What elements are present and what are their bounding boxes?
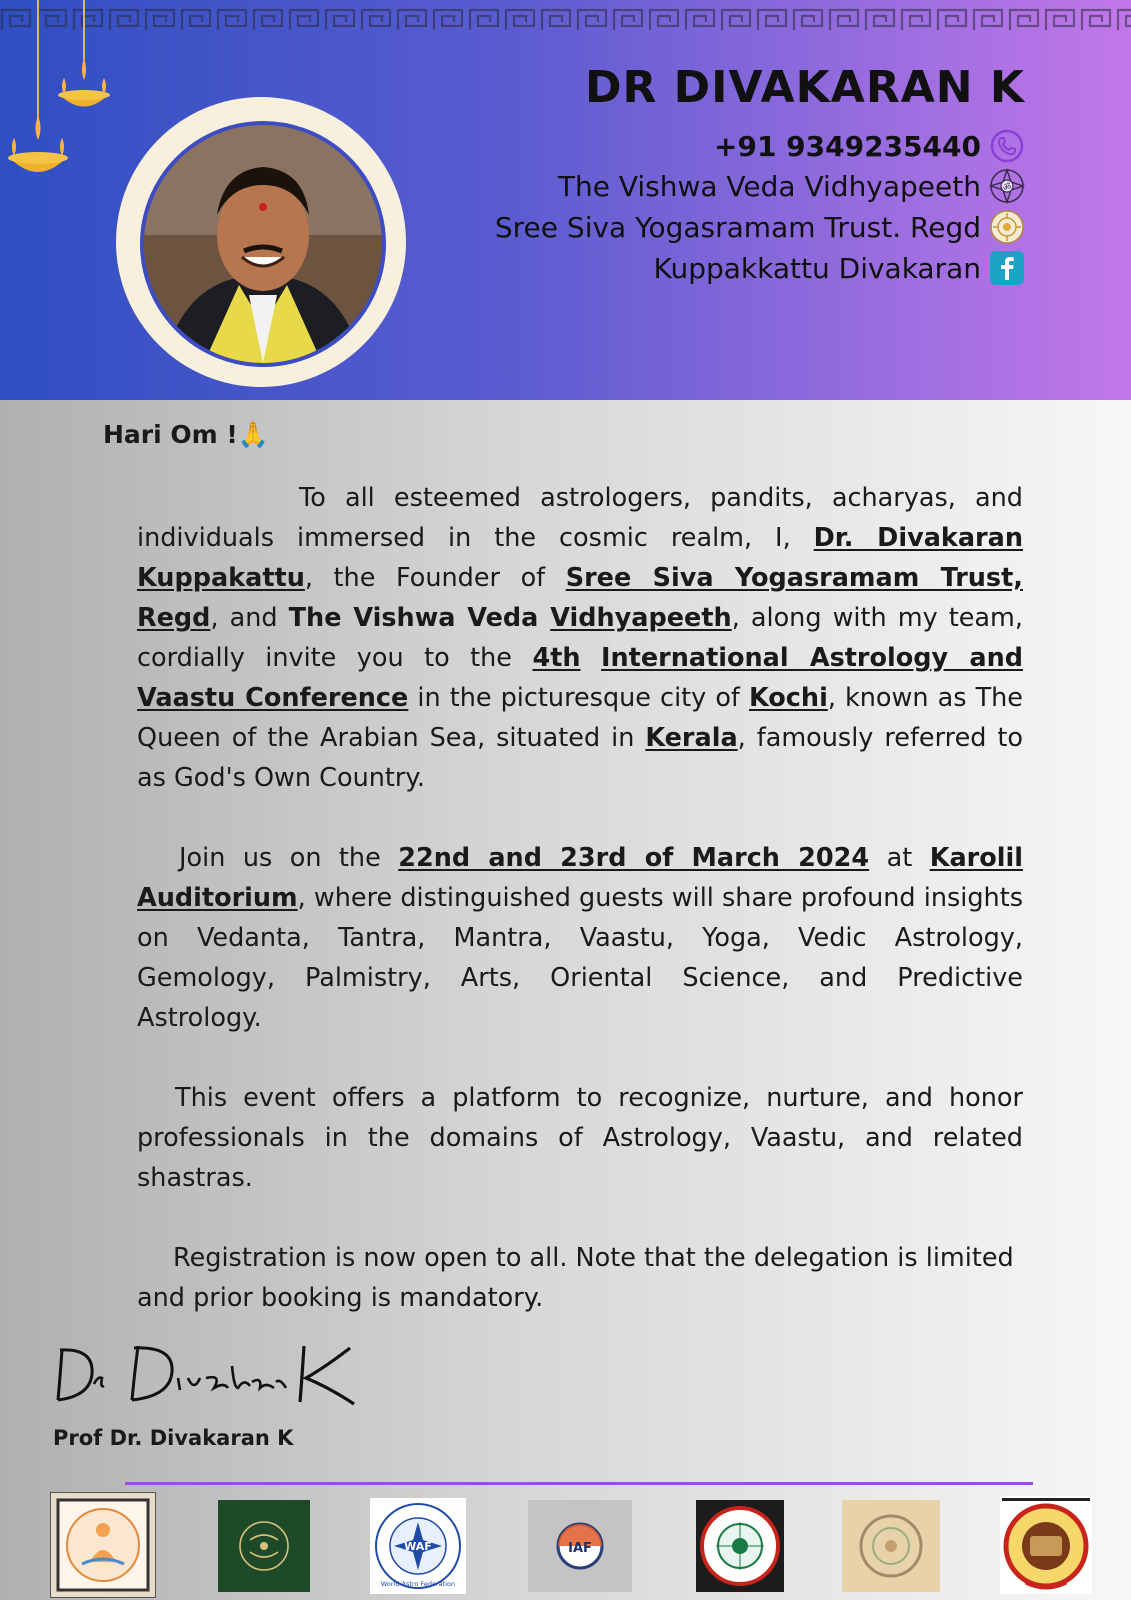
founder-name: Dr. Divakaran Kuppakattu: [137, 523, 1023, 593]
south-asian-astro-federation-logo: [696, 1500, 784, 1592]
contact-facebook-line[interactable]: [654, 248, 1025, 288]
iaf-logo: [528, 1500, 632, 1592]
profile-photo: [140, 121, 386, 367]
sree-siva-yogasramam-trust-logo: [50, 1492, 156, 1598]
greek-key-border: [0, 6, 1131, 34]
sanskrit-seal-logo: [1000, 1496, 1092, 1594]
svg-text:WAF: WAF: [404, 1540, 432, 1553]
state-name: Kerala: [645, 723, 738, 753]
om-mandala-icon: [989, 168, 1025, 204]
signatory-name: Prof Dr. Divakaran K: [53, 1426, 294, 1450]
oil-lamps-decoration: [0, 0, 130, 200]
trust-link: Sree Siva Yogasramam Trust, Regd: [137, 563, 1023, 633]
event-venue: Karolil Auditorium: [137, 843, 1023, 913]
phone-number[interactable]: +91 9349235440: [714, 129, 981, 163]
contact-vidhyapeeth-line: [558, 166, 1025, 206]
facebook-name[interactable]: Kuppakkattu Divakaran: [653, 251, 981, 285]
trust-emblem-icon: [989, 209, 1025, 245]
paragraph-invitation: To all esteemed astrologers, pandits, acharyas, and individuals immersed in the cosmic realm, I, Dr. Divakaran Kuppakattu, the Founder of Sree Siva Yogasramam Trust, Regd, and The Vishwa Veda Vidhyapeeth, along with my team, cordially invite you to the 4th International Astrology and Vaastu Conference in the picturesque city of Kochi, known as The Queen of the Arabian Sea, situated in Kerala, famously referred to as God's Own Country.: [137, 483, 1023, 793]
svg-text:World Astro Federation: World Astro Federation: [380, 1580, 456, 1588]
paragraph-registration: Registration is now open to all. Note that the delegation is limited and prior booking is mandatory.: [137, 1243, 1014, 1313]
header-banner: [0, 0, 1131, 400]
vidhyapeeth-name: The Vishwa Veda Vidhyapeeth: [557, 169, 981, 203]
phone-icon: [989, 128, 1025, 164]
doctor-name-heading: DR DIVAKARAN K: [584, 62, 1025, 113]
paragraph-event-details: Join us on the 22nd and 23rd of March 2024 at Karolil Auditorium, where distinguished guests will share profound insights on Vedanta, Tantra, Mantra, Vaastu, Yoga, Vedic Astrology, Gemology, Palmistry, Arts, Oriental Science, and Predictive Astrology.: [137, 843, 1023, 1033]
contact-trust-line: [495, 207, 1025, 247]
facebook-icon[interactable]: [989, 250, 1025, 286]
astrology-seal-logo: [842, 1500, 940, 1592]
handwritten-signature: [54, 1338, 364, 1408]
footer-divider: [125, 1482, 1033, 1485]
city-name: Kochi: [748, 683, 828, 713]
event-dates: 22nd and 23rd of March 2024: [398, 843, 870, 873]
world-astro-federation-logo: [370, 1498, 466, 1594]
paragraph-purpose: This event offers a platform to recognize, nurture, and honor professionals in the domains of Astrology, Vaastu, and related shastras.: [137, 1083, 1023, 1193]
contact-phone-line[interactable]: [714, 126, 1025, 166]
svg-text:ॐ: ॐ: [1002, 183, 1012, 193]
conference-name: International Astrology and Vaastu Conference: [137, 643, 1023, 713]
svg-text:IAF: IAF: [568, 1541, 592, 1556]
greeting: Hari Om !🙏: [103, 420, 269, 449]
trust-name: Sree Siva Yogasramam Trust. Regd: [494, 210, 981, 244]
green-emblem-logo: [218, 1500, 310, 1592]
